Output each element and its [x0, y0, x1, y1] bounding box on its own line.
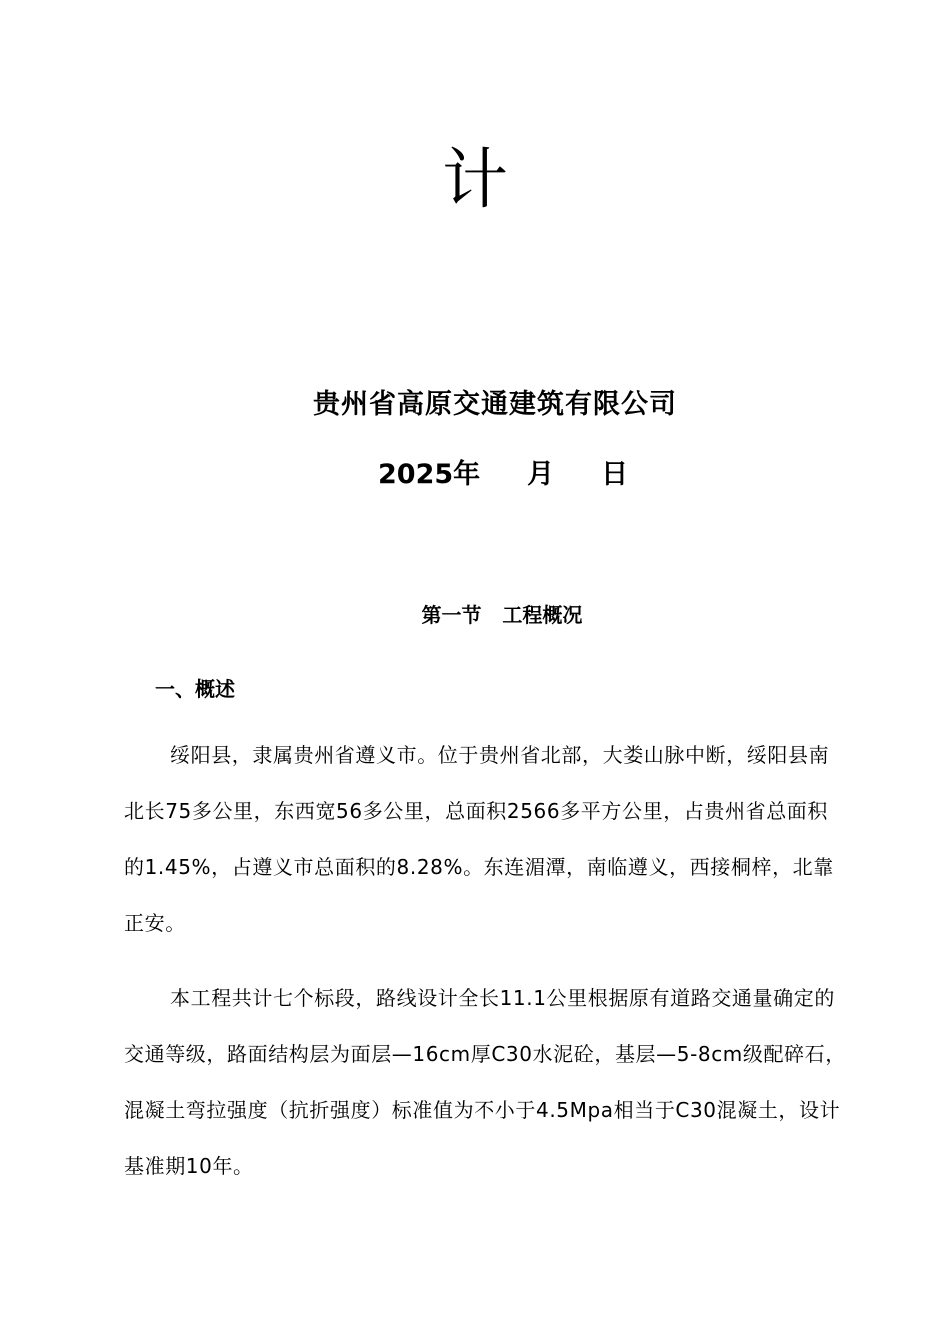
subheading: 一、概述 — [155, 677, 235, 701]
paragraph-project: 本工程共计七个标段，路线设计全长11.1公里根据原有道路交通量确定的交通等级，路面结构层为面层—16cm厚C30水泥砼，基层—5-8cm级配碎石，混凝土弯拉强度（抗折强度）标准值为不小于4.5Mpa相当于C30混凝土，设计基准期10年。 — [124, 986, 846, 1178]
cover-date: 2025年 月 日 — [378, 459, 629, 490]
paragraph-overview: 绥阳县，隶属贵州省遵义市。位于贵州省北部，大娄山脉中断，绥阳县南北长75多公里，东西宽56多公里，总面积2566多平方公里，占贵州省总面积的1.45%，占遵义市总面积的8.28%。东连湄潭，南临遵义，西接桐梓，北靠正安。 — [124, 743, 834, 935]
company-name: 贵州省高原交通建筑有限公司 — [313, 389, 677, 420]
section-title: 第一节 工程概况 — [421, 603, 583, 627]
cover-title-char: 计 — [442, 141, 508, 218]
